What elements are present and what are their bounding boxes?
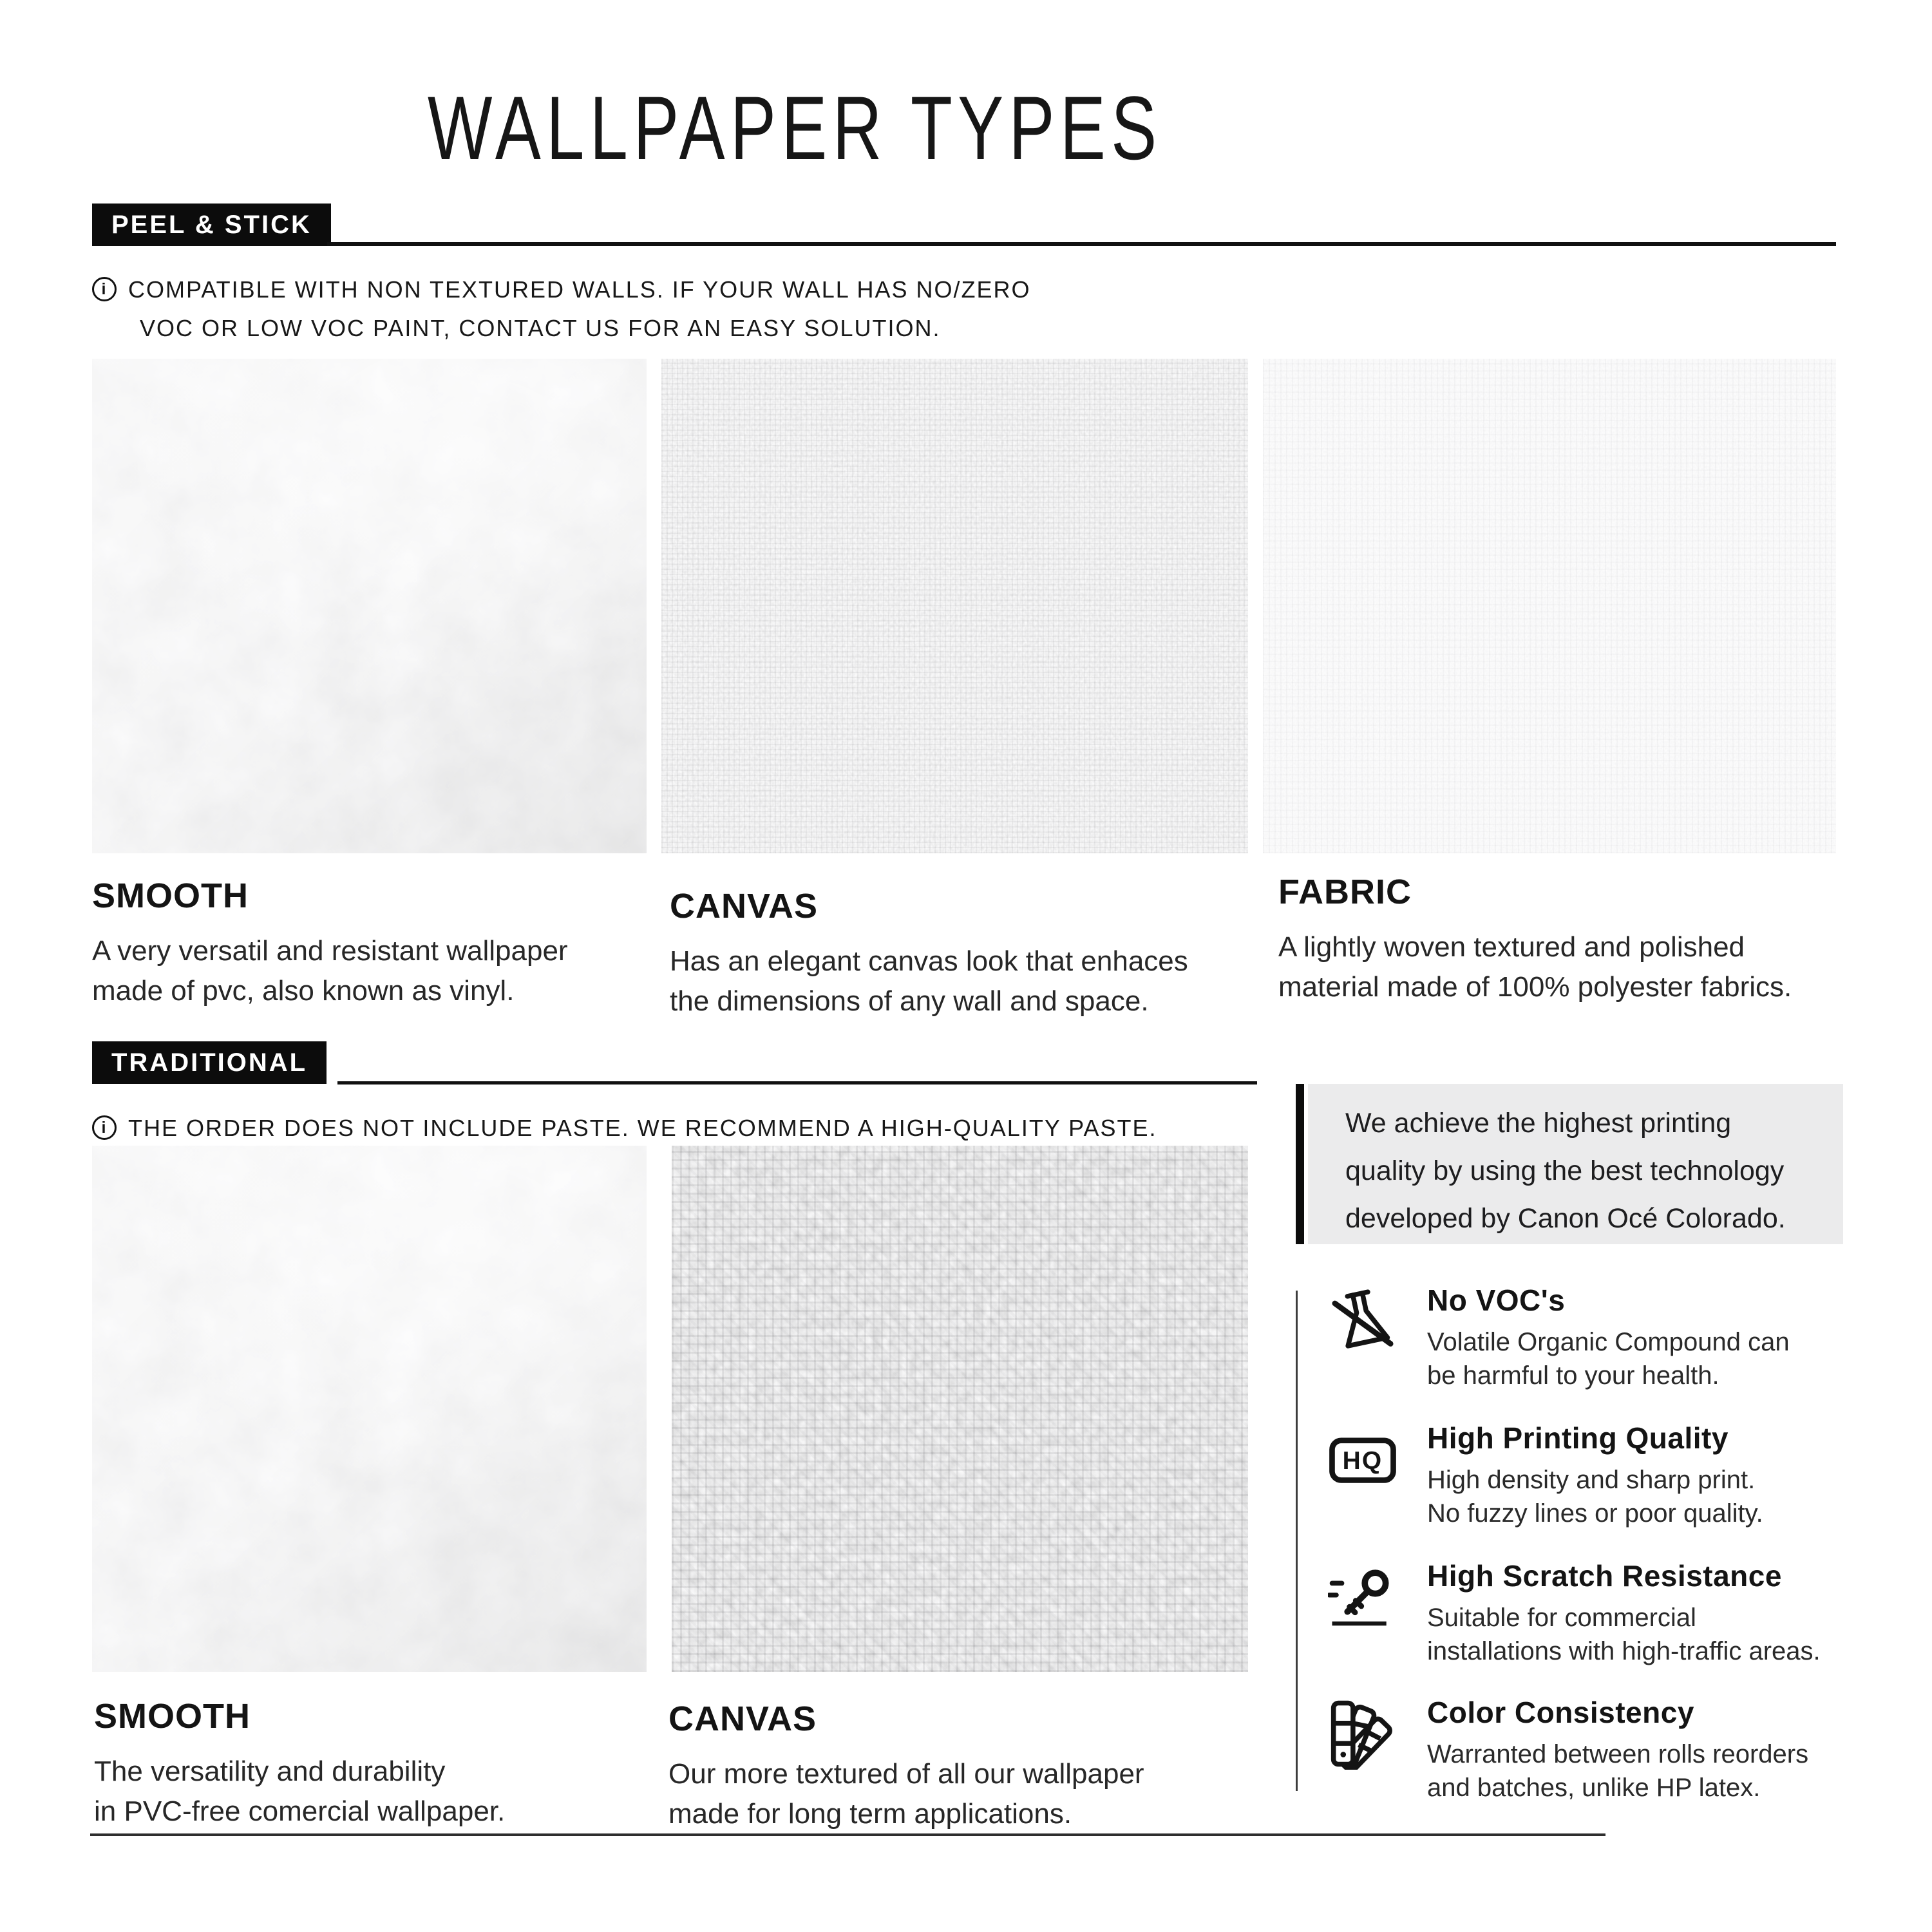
traditional-note-line1: THE ORDER DOES NOT INCLUDE PASTE. WE RECOMMEND A HIGH-QUALITY PASTE. <box>128 1115 1157 1141</box>
label-peel-fabric <box>1278 872 1792 1007</box>
sidebar-divider-line <box>1296 1291 1298 1791</box>
section-badge-peel-stick: PEEL & STICK <box>92 204 331 246</box>
peel-note-line1: COMPATIBLE WITH NON TEXTURED WALLS. IF YOUR WALL HAS NO/ZERO <box>128 276 1031 303</box>
feature-line: No fuzzy lines or poor quality. <box>1427 1499 1763 1528</box>
feature-text <box>1427 1695 1808 1804</box>
feature-high-scratch-resistance <box>1328 1558 1895 1668</box>
feature-line: be harmful to your health. <box>1427 1361 1719 1390</box>
feature-body <box>1427 1738 1808 1804</box>
desc-line: A very versatil and resistant wallpaper <box>92 935 568 967</box>
feature-body <box>1427 1325 1790 1392</box>
swatch-traditional-smooth <box>92 1146 647 1672</box>
feature-text <box>1427 1421 1763 1530</box>
highlight-line: developed by Canon Océ Colorado. <box>1345 1203 1786 1234</box>
feature-title: Color Consistency <box>1427 1696 1694 1729</box>
feature-body <box>1427 1601 1821 1668</box>
desc-line: Has an elegant canvas look that enhaces <box>670 945 1188 977</box>
desc-line: made for long term applications. <box>668 1798 1072 1830</box>
highlight-accent-bar <box>1296 1084 1304 1244</box>
label-traditional-smooth <box>94 1696 505 1832</box>
feature-line: Volatile Organic Compound can <box>1427 1328 1790 1356</box>
desc-line: A lightly woven textured and polished <box>1278 931 1745 963</box>
label-traditional-canvas <box>668 1699 1144 1834</box>
feature-title: High Printing Quality <box>1427 1421 1728 1455</box>
section-badge-traditional: TRADITIONAL <box>92 1041 327 1084</box>
feature-no-vocs <box>1328 1283 1895 1392</box>
type-description <box>92 931 568 1011</box>
feature-line: installations with high-traffic areas. <box>1427 1637 1821 1665</box>
label-peel-canvas <box>670 886 1188 1021</box>
swatch-peel-fabric <box>1263 359 1836 853</box>
desc-line: Our more textured of all our wallpaper <box>668 1758 1144 1790</box>
type-description <box>670 942 1188 1021</box>
highlight-line: quality by using the best technology <box>1345 1155 1785 1186</box>
no-voc-flask-icon <box>1328 1285 1397 1358</box>
color-swatches-icon <box>1328 1698 1397 1770</box>
feature-line: Suitable for commercial <box>1427 1604 1696 1632</box>
quality-highlight-box <box>1308 1084 1843 1244</box>
section-rule-traditional <box>337 1081 1257 1084</box>
label-peel-smooth <box>92 876 568 1011</box>
swatch-peel-canvas <box>661 359 1248 853</box>
type-description <box>668 1754 1144 1834</box>
swatch-traditional-canvas <box>672 1146 1248 1672</box>
type-description <box>1278 927 1792 1007</box>
section-rule-peel <box>327 242 1836 246</box>
hq-badge-text: HQ <box>1342 1447 1383 1475</box>
feature-text <box>1427 1283 1790 1392</box>
feature-line: High density and sharp print. <box>1427 1466 1756 1494</box>
feature-text <box>1427 1558 1821 1668</box>
feature-title: No VOC's <box>1427 1283 1566 1317</box>
desc-line: the dimensions of any wall and space. <box>670 985 1149 1017</box>
quality-highlight-text <box>1345 1099 1786 1242</box>
scratch-key-icon <box>1328 1561 1397 1633</box>
traditional-note <box>92 1109 1157 1148</box>
desc-line: material made of 100% polyester fabrics. <box>1278 971 1792 1003</box>
page-title: WALLPAPER TYPES <box>428 77 1162 178</box>
peel-note-line2: VOC OR LOW VOC PAINT, CONTACT US FOR AN EASY SOLUTION. <box>140 315 941 341</box>
hq-badge-icon <box>1328 1423 1397 1495</box>
feature-line: and batches, unlike HP latex. <box>1427 1774 1761 1802</box>
info-circle-icon: i <box>92 1115 117 1140</box>
feature-line: Warranted between rolls reorders <box>1427 1740 1809 1768</box>
highlight-line: We achieve the highest printing <box>1345 1108 1732 1139</box>
feature-title: High Scratch Resistance <box>1427 1559 1782 1593</box>
type-name: CANVAS <box>670 887 819 925</box>
feature-body <box>1427 1463 1763 1530</box>
type-name: CANVAS <box>668 1700 817 1738</box>
peel-note <box>92 270 1031 348</box>
type-name: SMOOTH <box>94 1697 251 1736</box>
feature-color-consistency <box>1328 1695 1895 1804</box>
bottom-rule <box>90 1833 1605 1836</box>
type-name: SMOOTH <box>92 876 249 915</box>
feature-high-printing-quality <box>1328 1421 1895 1530</box>
desc-line: The versatility and durability <box>94 1756 446 1787</box>
type-name: FABRIC <box>1278 873 1412 911</box>
swatch-peel-smooth <box>92 359 647 853</box>
type-description <box>94 1752 505 1832</box>
desc-line: made of pvc, also known as vinyl. <box>92 975 515 1007</box>
desc-line: in PVC-free comercial wallpaper. <box>94 1795 506 1827</box>
info-circle-icon: i <box>92 277 117 301</box>
